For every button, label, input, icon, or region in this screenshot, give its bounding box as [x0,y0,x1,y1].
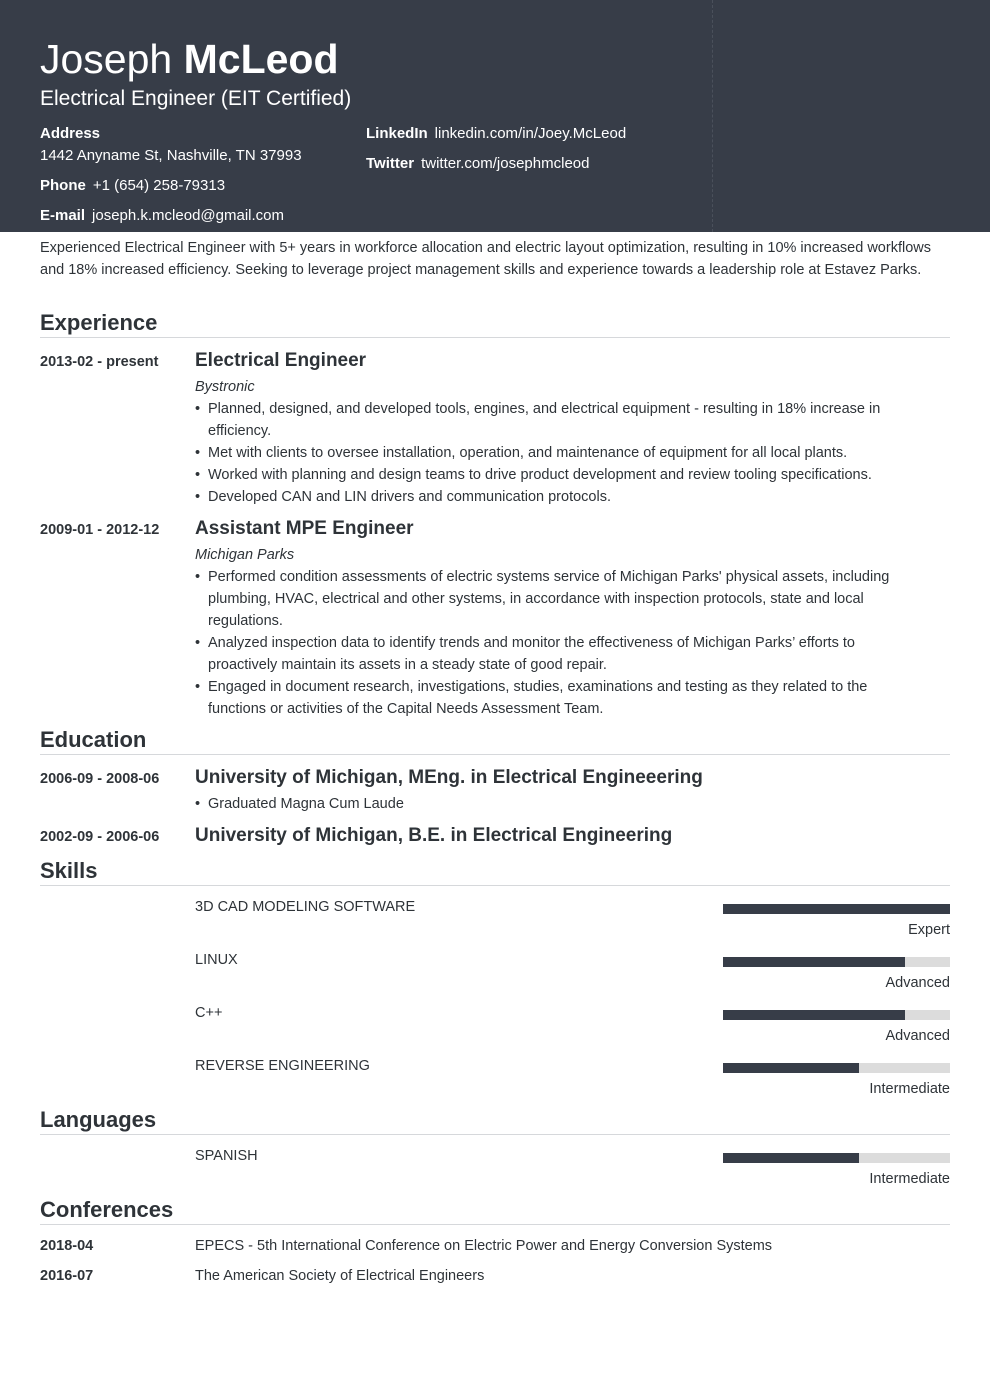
experience-date: 2013-02 - present [40,354,159,370]
bullet-item: • Graduated Magna Cum Laude [195,793,925,815]
phone-row [40,176,225,196]
language-name: SPANISH [195,1148,258,1164]
email-label: E-mail [40,207,86,224]
header-divider [712,0,713,232]
languages-heading: Languages [40,1107,157,1132]
bullet-item: • Analyzed inspection data to identify trends and monitor the effectiveness of Michigan Parks’ efforts to proactively maintain its assets in a steady state of good repair. [195,632,925,676]
summary-text: Experienced Electrical Engineer with 5+ years in workforce allocation and electric layout optimization, resulting in 10% increased workflows and 18% increased efficiency. Seeking to leverage project management skills and experience towards a leadership role at Estavez Parks. [40,240,931,278]
phone-value[interactable]: +1 (654) 258-79313 [92,177,226,194]
languages-rule [40,1134,950,1135]
experience-company: Michigan Parks [195,547,295,563]
experience-bullets [195,566,925,720]
bullet-item: • Developed CAN and LIN drivers and communication protocols. [195,486,925,508]
address-label-row [40,124,107,144]
skill-bar-fill [723,1063,859,1073]
bullet-item: • Worked with planning and design teams to drive product development and review tooling specifications. [195,464,925,486]
address-value: 1442 Anyname St, Nashville, TN 37993 [40,147,302,164]
linkedin-label: LinkedIn [366,125,428,142]
education-heading: Education [40,727,147,752]
twitter-label: Twitter [366,155,415,172]
experience-bullets [195,398,925,508]
bullet-item: • Planned, designed, and developed tools, engines, and electrical equipment - resulting in 18% increase in efficiency. [195,398,925,442]
education-date: 2006-09 - 2008-06 [40,771,160,787]
skill-level: Expert [908,922,950,938]
linkedin-row [366,124,626,144]
experience-role: Assistant MPE Engineer [195,518,414,539]
resume-header [0,0,990,232]
conferences-rule [40,1224,950,1225]
skill-level: Advanced [885,1028,950,1044]
education-degree: University of Michigan, MEng. in Electrical Engineeering [195,767,703,788]
skill-bar [723,1063,950,1073]
skill-bar [723,904,950,914]
skill-bar [723,1010,950,1020]
skill-name: C++ [195,1005,223,1021]
twitter-row [366,154,589,174]
education-degree: University of Michigan, B.E. in Electrical Engineering [195,825,673,846]
conferences-heading: Conferences [40,1197,174,1222]
skill-bar [723,957,950,967]
experience-rule [40,337,950,338]
education-date: 2002-09 - 2006-06 [40,829,160,845]
bullet-item: • Engaged in document research, investigations, studies, examinations and testing as they related to the functions or activities of the Capital Needs Assessment Team. [195,676,925,720]
skill-bar-fill [723,904,950,914]
language-level: Intermediate [869,1171,950,1187]
conference-date: 2016-07 [40,1268,94,1284]
skill-level: Advanced [885,975,950,991]
conference-name: EPECS - 5th International Conference on Electric Power and Energy Conversion Systems [195,1238,773,1254]
candidate-name [40,36,339,82]
conference-date: 2018-04 [40,1238,94,1254]
address-label: Address [40,125,101,142]
skills-rule [40,885,950,886]
experience-role: Electrical Engineer [195,350,367,371]
last-name: McLeod [183,36,339,82]
bullet-item: • Performed condition assessments of electric systems service of Michigan Parks' physical assets, including plumbing, HVAC, electrical and other systems, in accordance with inspection protocols, state and local regulations. [195,566,925,632]
education-bullets [195,793,925,815]
education-rule [40,754,950,755]
skill-level: Intermediate [869,1081,950,1097]
skill-name: 3D CAD MODELING SOFTWARE [195,899,416,915]
experience-company: Bystronic [195,379,255,395]
language-bar-fill [723,1153,859,1163]
skill-bar-fill [723,1010,905,1020]
skills-heading: Skills [40,858,98,883]
skill-bar-fill [723,957,905,967]
twitter-link[interactable]: twitter.com/josephmcleod [421,155,590,172]
phone-label: Phone [40,177,86,194]
experience-date: 2009-01 - 2012-12 [40,522,160,538]
email-row [40,206,284,226]
email-value[interactable]: joseph.k.mcleod@gmail.com [92,207,284,224]
linkedin-link[interactable]: linkedin.com/in/Joey.McLeod [434,125,627,142]
bullet-item: • Met with clients to oversee installation, operation, and maintenance of equipment for all local plants. [195,442,925,464]
skill-name: REVERSE ENGINEERING [195,1058,370,1074]
job-title: Electrical Engineer (EIT Certified) [40,87,352,110]
first-name: Joseph [40,36,173,82]
experience-heading: Experience [40,310,158,335]
conference-name: The American Society of Electrical Engineers [195,1268,485,1284]
skill-name: LINUX [195,952,238,968]
language-bar [723,1153,950,1163]
